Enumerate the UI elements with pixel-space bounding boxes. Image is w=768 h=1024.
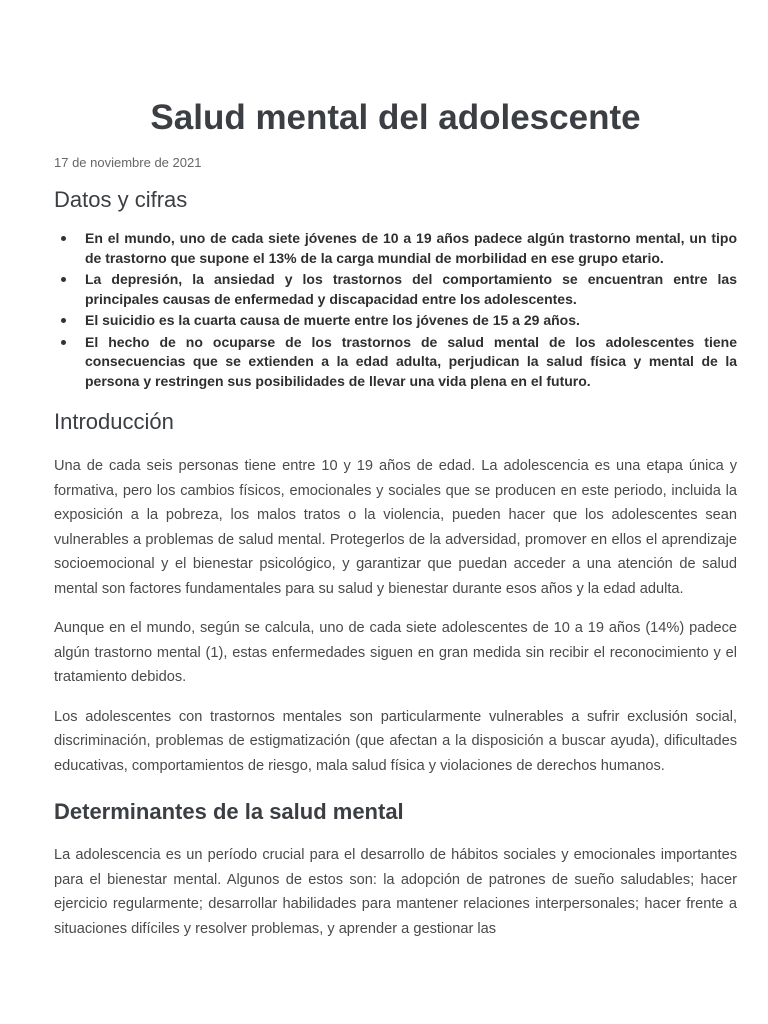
fact-item <box>54 311 737 331</box>
intro-paragraph: Aunque en el mundo, según se calcula, uno de cada siete adolescentes de 10 a 19 años (14%) padece algún trastorno mental (1), estas enfermedades siguen en gran medida sin recibir el reconocimiento y el tratamiento debidos. <box>54 620 737 685</box>
determinants-paragraph: La adolescencia es un período crucial para el desarrollo de hábitos sociales y emocionales importantes para el bienestar mental. Algunos de estos son: la adopción de patrones de sueño saludables; hacer ejercicio regularmente; desarrollar habilidades para mantener relaciones interpersonales; hacer frente a situaciones difíciles y resolver problemas, y aprender a gestionar las <box>54 847 737 937</box>
page-title: Salud mental del adolescente <box>150 98 641 137</box>
bullet-icon <box>61 277 66 282</box>
fact-item <box>54 229 737 268</box>
section-heading-introduction: Introducción <box>54 409 174 434</box>
fact-text: El suicidio es la cuarta causa de muerte entre los jóvenes de 15 a 29 años. <box>85 312 580 328</box>
bullet-icon <box>61 318 66 323</box>
fact-item <box>54 333 737 392</box>
article-content <box>54 0 737 941</box>
facts-list <box>54 229 737 391</box>
section-heading-determinants: Determinantes de la salud mental <box>54 799 404 824</box>
fact-text: El hecho de no ocuparse de los trastornos de salud mental de los adolescentes tiene consecuencias que se extienden a la edad adulta, perjudican la salud física y mental de la persona y restringen sus posibilidades de llevar una vida plena en el futuro. <box>85 333 737 389</box>
fact-item <box>54 270 737 309</box>
intro-paragraph: Una de cada seis personas tiene entre 10 y 19 años de edad. La adolescencia es una etapa única y formativa, pero los cambios físicos, emocionales y sociales que se producen en este periodo, incluida la exposición a la pobreza, los malos tratos o la violencia, pueden hacer que los adolescentes sean vulnerables a problemas de salud mental. Protegerlos de la adversidad, promover en ellos el aprendizaje socioemocional y el bienestar psicológico, y garantizar que puedan acceder a una atención de salud mental son factores fundamentales para su salud y bienestar durante esos años y la edad adulta. <box>54 458 737 597</box>
intro-paragraph: Los adolescentes con trastornos mentales son particularmente vulnerables a sufrir exclusión social, discriminación, problemas de estigmatización (que afectan a la disposición a buscar ayuda), dificultades educativas, comportamientos de riesgo, mala salud física y violaciones de derechos humanos. <box>54 708 737 774</box>
section-heading-facts: Datos y cifras <box>54 187 188 212</box>
fact-text: En el mundo, uno de cada siete jóvenes de 10 a 19 años padece algún trastorno mental, un tipo de trastorno que supone el 13% de la carga mundial de morbilidad en ese grupo etario. <box>85 230 737 266</box>
publication-date: 17 de noviembre de 2021 <box>54 155 202 170</box>
bullet-icon <box>61 340 66 345</box>
fact-text: La depresión, la ansiedad y los trastornos del comportamiento se encuentran entre las principales causas de enfermedad y discapacidad entre los adolescentes. <box>85 271 737 307</box>
bullet-icon <box>61 236 66 241</box>
